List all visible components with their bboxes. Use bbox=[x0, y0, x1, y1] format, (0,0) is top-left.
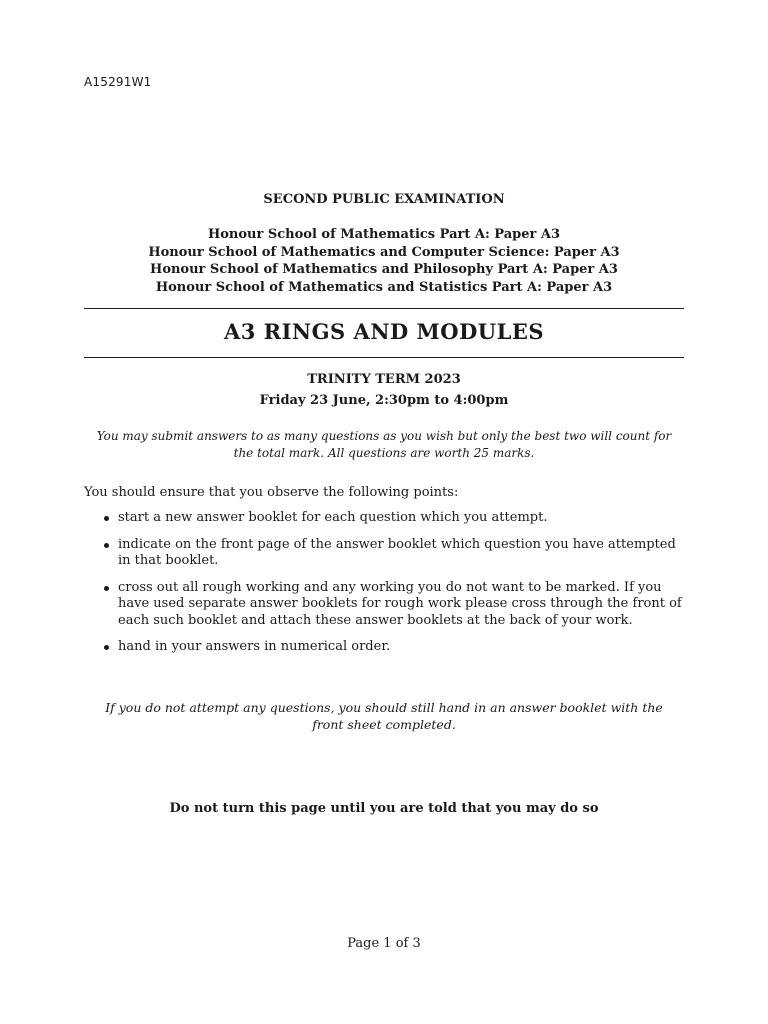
paper-title: A3 RINGS AND MODULES bbox=[223, 319, 545, 344]
school-line: Honour School of Mathematics and Statistics Part A: Paper A3 bbox=[155, 279, 613, 295]
school-line: Honour School of Mathematics and Computer Science: Paper A3 bbox=[148, 244, 620, 260]
divider-top bbox=[84, 308, 684, 309]
school-line: Honour School of Mathematics Part A: Paper A3 bbox=[207, 227, 561, 242]
point-text: cross out all rough working and any working you do not want to be marked. If you have used separate answer booklets for rough work please cross through the front of each such booklet and attach these answer booklets at the back of your work. bbox=[118, 579, 682, 628]
bullet-icon bbox=[104, 645, 109, 650]
divider-bottom bbox=[84, 357, 684, 358]
exam-term: TRINITY TERM 2023 bbox=[307, 372, 461, 387]
list-item bbox=[84, 639, 684, 656]
list-item bbox=[84, 537, 684, 570]
bullet-icon bbox=[104, 543, 109, 548]
exam-date: Friday 23 June, 2:30pm to 4:00pm bbox=[259, 393, 509, 408]
points-intro: You should ensure that you observe the following points: bbox=[84, 485, 459, 500]
list-item bbox=[84, 510, 684, 527]
bullet-icon bbox=[104, 586, 109, 591]
point-text: start a new answer booklet for each question which you attempt. bbox=[118, 510, 548, 525]
schools-list bbox=[84, 226, 684, 296]
point-text: hand in your answers in numerical order. bbox=[118, 639, 391, 654]
paper-code: A15291W1 bbox=[84, 75, 152, 89]
list-item bbox=[84, 580, 684, 630]
school-line: Honour School of Mathematics and Philosophy Part A: Paper A3 bbox=[150, 262, 618, 277]
no-attempt-note: If you do not attempt any questions, you should still hand in an answer booklet with the front sheet completed. bbox=[105, 700, 663, 732]
do-not-turn-warning: Do not turn this page until you are told that you may do so bbox=[169, 801, 599, 816]
answer-instructions: You may submit answers to as many questions as you wish but only the best two will count for the total mark. All questions are worth 25 marks. bbox=[96, 429, 672, 460]
bullet-icon bbox=[104, 516, 109, 521]
points-list bbox=[84, 510, 684, 666]
exam-title: SECOND PUBLIC EXAMINATION bbox=[263, 192, 505, 207]
page-number: Page 1 of 3 bbox=[347, 936, 421, 951]
point-text: indicate on the front page of the answer booklet which question you have attempted in that booklet. bbox=[118, 536, 676, 568]
